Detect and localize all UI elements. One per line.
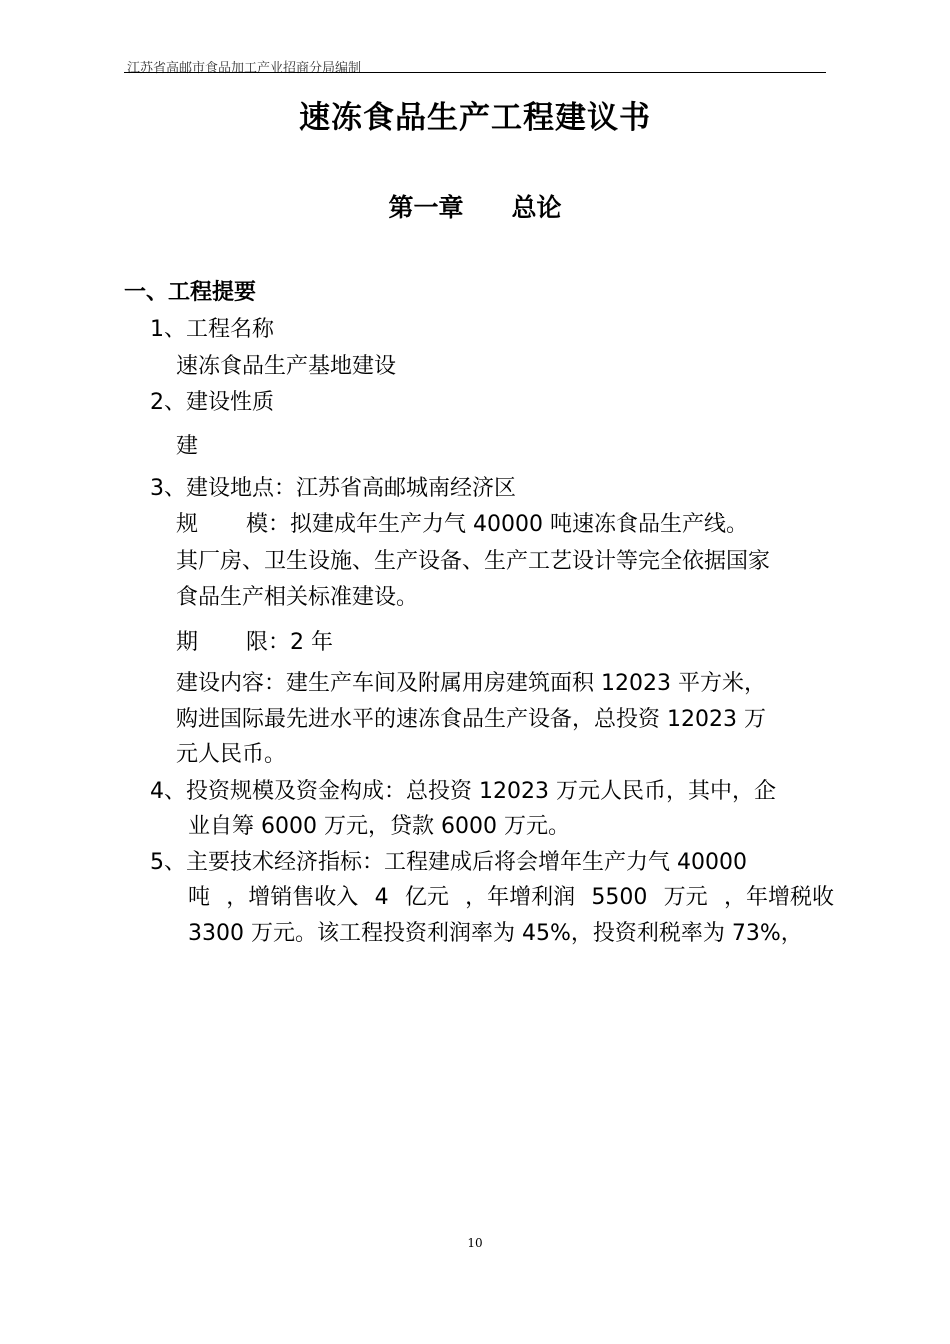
period-label-a: 期 bbox=[176, 630, 199, 655]
document-title: 速冻食品生产工程建议书 bbox=[299, 100, 651, 136]
period-label-b: 限：2 年 bbox=[246, 630, 334, 655]
item5-part: 万元 bbox=[663, 885, 708, 910]
item1-value: 速冻食品生产基地建设 bbox=[176, 354, 397, 379]
chapter-heading bbox=[0, 188, 950, 224]
chapter-name: 总论 bbox=[511, 193, 562, 222]
scale-line-1 bbox=[176, 510, 748, 540]
running-header: 江苏省高邮市食品加工产业招商分局编制 bbox=[127, 61, 362, 76]
item5-part: ，年增利润 bbox=[465, 885, 576, 910]
item5-part: ，年增税收 bbox=[723, 885, 834, 910]
content-line-2: 购进国际最先进水平的速冻食品生产设备，总投资 12023 万 bbox=[176, 707, 766, 732]
item5-part: 亿元 bbox=[404, 885, 449, 910]
item5-line-1: 5、主要技术经济指标：工程建成后将会增年生产力气 40000 bbox=[150, 850, 747, 875]
item5-line-3: 3300 万元。该工程投资利润率为 45%，投资利税率为 73%， bbox=[188, 921, 803, 946]
content-line-3: 元人民币。 bbox=[176, 742, 287, 767]
item1-label: 1、工程名称 bbox=[150, 317, 274, 342]
scale-line-3: 食品生产相关标准建设。 bbox=[176, 585, 419, 610]
item4-line-1: 4、投资规模及资金构成：总投资 12023 万元人民币，其中，企 bbox=[150, 779, 776, 804]
item2-label: 2、建设性质 bbox=[150, 390, 274, 415]
period-line bbox=[176, 628, 333, 658]
item4-line-2: 业自筹 6000 万元，贷款 6000 万元。 bbox=[188, 814, 570, 839]
item5-part: 4 bbox=[374, 885, 389, 910]
scale-label-b: 模：拟建成年生产力气 40000 吨速冻食品生产线。 bbox=[246, 512, 748, 537]
item3-location: 3、建设地点：江苏省高邮城南经济区 bbox=[150, 476, 516, 501]
scale-label-a: 规 bbox=[176, 512, 199, 537]
item5-part: 5500 bbox=[591, 885, 648, 910]
item5-part: 吨 bbox=[188, 885, 211, 910]
chapter-number: 第一章 bbox=[388, 193, 464, 222]
item5-line-2 bbox=[188, 883, 834, 913]
header-rule bbox=[124, 72, 826, 73]
item5-part: ，增销售收入 bbox=[226, 885, 359, 910]
item2-value: 建 bbox=[176, 434, 199, 459]
content-line-1: 建设内容：建生产车间及附属用房建筑面积 12023 平方米， bbox=[176, 671, 766, 696]
scale-line-2: 其厂房、卫生设施、生产设备、生产工艺设计等完全依据国家 bbox=[176, 549, 771, 574]
page-number: 10 bbox=[467, 1236, 483, 1250]
section-heading: 一、工程提要 bbox=[124, 280, 257, 305]
